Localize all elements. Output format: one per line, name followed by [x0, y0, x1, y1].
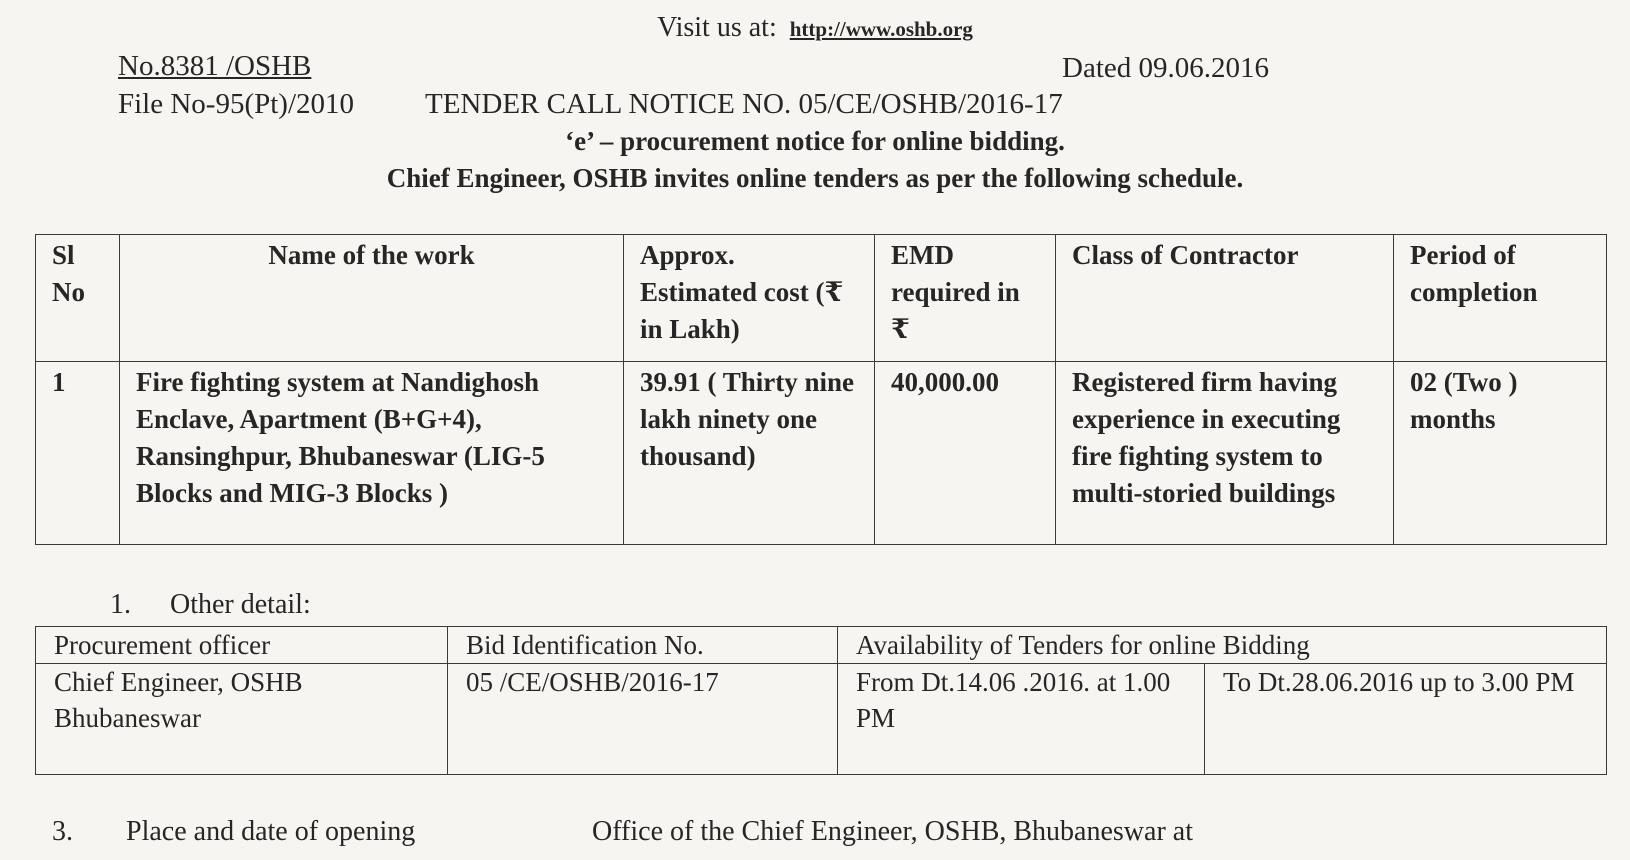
website-link[interactable]: http://www.oshb.org — [789, 17, 973, 41]
header-estimated-cost: Approx. Estimated cost (₹ in Lakh) — [624, 235, 875, 362]
cell-availability-from: From Dt.14.06 .2016. at 1.00 PM — [838, 664, 1205, 775]
eprocurement-heading: ‘e’ – procurement notice for online bidding. — [565, 126, 1065, 156]
item-3-label: Place and date of opening — [126, 816, 416, 847]
other-detail-number: 1. — [110, 589, 131, 620]
cell-sl-no: 1 — [36, 362, 120, 545]
table-row — [36, 362, 1607, 545]
tender-notice-number: TENDER CALL NOTICE NO. 05/CE/OSHB/2016-17 — [425, 88, 1063, 120]
header-availability: Availability of Tenders for online Bidding — [838, 627, 1607, 664]
cell-estimated-cost: 39.91 ( Thirty nine lakh ninety one thousand) — [624, 362, 875, 545]
item-3-number: 3. — [52, 816, 73, 847]
invitation-heading: Chief Engineer, OSHB invites online tenders as per the following schedule. — [386, 163, 1244, 193]
cell-bid-id: 05 /CE/OSHB/2016-17 — [448, 664, 838, 775]
visit-label: Visit us at: — [657, 12, 777, 43]
table-header-row — [36, 627, 1607, 664]
header-name-of-work: Name of the work — [120, 235, 624, 362]
table-row — [36, 664, 1607, 775]
header-sl-no: Sl No — [36, 235, 120, 362]
other-detail-label: Other detail: — [170, 589, 311, 620]
table-header-row — [36, 235, 1607, 362]
letter-number: No.8381 /OSHB — [118, 50, 312, 82]
header-class-of-contractor: Class of Contractor — [1056, 235, 1394, 362]
cell-emd: 40,000.00 — [875, 362, 1056, 545]
header-emd: EMD required in ₹ — [875, 235, 1056, 362]
header-procurement-officer: Procurement officer — [36, 627, 448, 664]
header-bid-id: Bid Identification No. — [448, 627, 838, 664]
website-line — [0, 12, 1630, 44]
cell-procurement-officer: Chief Engineer, OSHB Bhubaneswar — [36, 664, 448, 775]
tender-schedule-table — [35, 234, 1607, 545]
other-detail-table — [35, 626, 1607, 775]
cell-period: 02 (Two ) months — [1394, 362, 1607, 545]
file-number: File No-95(Pt)/2010 — [118, 88, 355, 120]
cell-class-of-contractor: Registered firm having experience in executing fire fighting system to multi-storied buildings — [1056, 362, 1394, 545]
header-period: Period of completion — [1394, 235, 1607, 362]
cell-name-of-work: Fire fighting system at Nandighosh Enclave, Apartment (B+G+4), Ransinghpur, Bhubaneswar (LIG-5 Blocks and MIG-3 Blocks ) — [120, 362, 624, 545]
letter-date: Dated 09.06.2016 — [1062, 52, 1269, 84]
cell-availability-to: To Dt.28.06.2016 up to 3.00 PM — [1205, 664, 1607, 775]
item-3-value: Office of the Chief Engineer, OSHB, Bhubaneswar at — [592, 816, 1193, 847]
